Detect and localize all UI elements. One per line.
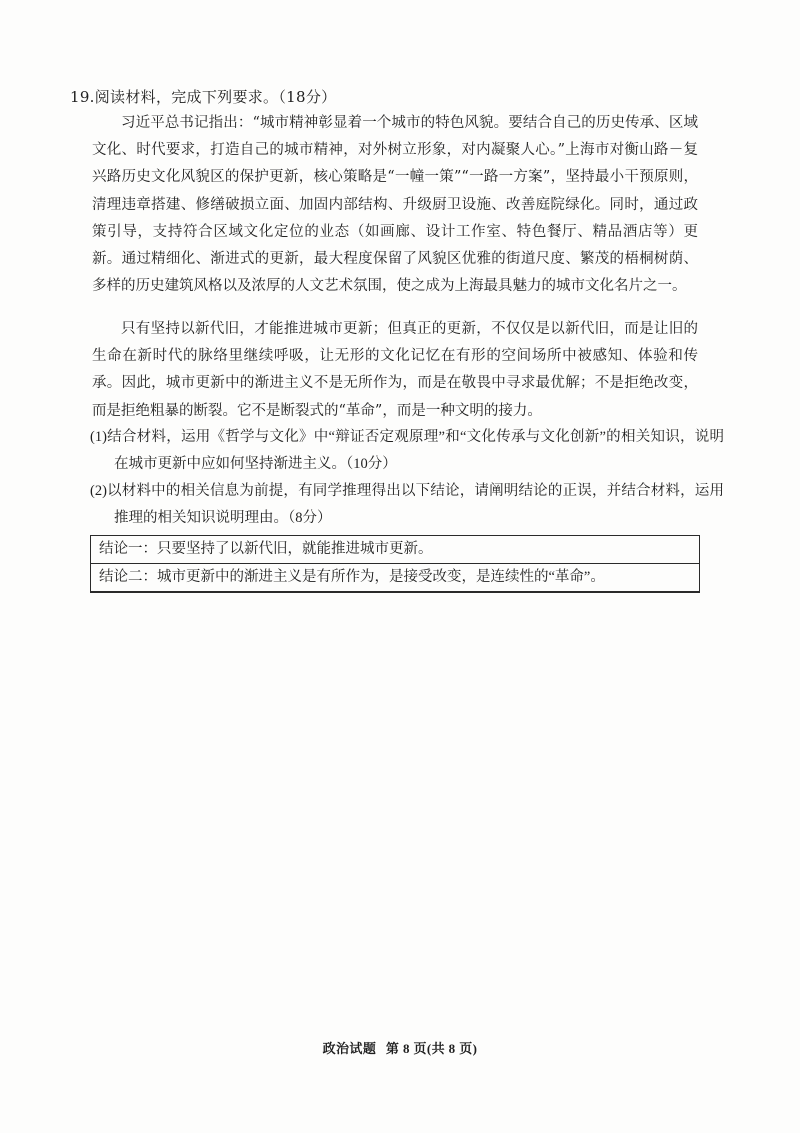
conclusions-table bbox=[90, 535, 700, 593]
material-paragraph-1: 习近平总书记指出：“城市精神彰显着一个城市的特色风貌。要结合自己的历史传承、区域文化、时代要求，打造自己的城市精神，对外树立形象，对内凝聚人心。”上海市对衡山路－复兴路历史文化风貌区的保护更新，核心策略是“一幢一策”“一路一方案”，坚持最小干预原则，清理违章搭建、修缮破损立面、加固内部结构、升级厨卫设施、改善庭院绿化。同时，通过政策引导，支持符合区域文化定位的业态（如画廊、设计工作室、特色餐厅、精品酒店等）更新。通过精细化、渐进式的更新，最大程度保留了风貌区优雅的街道尺度、繁茂的梧桐树荫、多样的历史建筑风格以及浓厚的人文艺术氛围，使之成为上海最具魅力的城市文化名片之一。 bbox=[92, 115, 698, 295]
footer-page-number: 第 8 页(共 8 页) bbox=[385, 1041, 478, 1056]
question-header: 19.阅读材料，完成下列要求。（18分） bbox=[70, 88, 337, 106]
sub-question-1: (1)结合材料，运用《哲学与文化》中“辩证否定观原理”和“文化传承与文化创新”的相关知识，说明在城市更新中应如何坚持渐进主义。（10分） bbox=[90, 429, 724, 472]
conclusion-2: 结论二：城市更新中的渐进主义是有所作为，是接受改变，是连续性的“革命”。 bbox=[91, 563, 699, 591]
page-footer bbox=[0, 1038, 800, 1057]
sub-question-2: (2)以材料中的相关信息为前提，有同学推理得出以下结论，请阐明结论的正误，并结合材料，运用推理的相关知识说明理由。（8分） bbox=[90, 483, 724, 526]
footer-subject: 政治试题 bbox=[322, 1041, 377, 1056]
conclusion-1: 结论一：只要坚持了以新代旧，就能推进城市更新。 bbox=[99, 541, 433, 557]
material-paragraph-2: 只有坚持以新代旧，才能推进城市更新；但真正的更新，不仅仅是以新代旧，而是让旧的生命在新时代的脉络里继续呼吸，让无形的文化记忆在有形的空间场所中被感知、体验和传承。因此，城市更新中的渐进主义不是无所作为，而是在敬畏中寻求最优解；不是拒绝改变，而是拒绝粗暴的断裂。它不是断裂式的“革命”，而是一种文明的接力。 bbox=[92, 321, 698, 419]
